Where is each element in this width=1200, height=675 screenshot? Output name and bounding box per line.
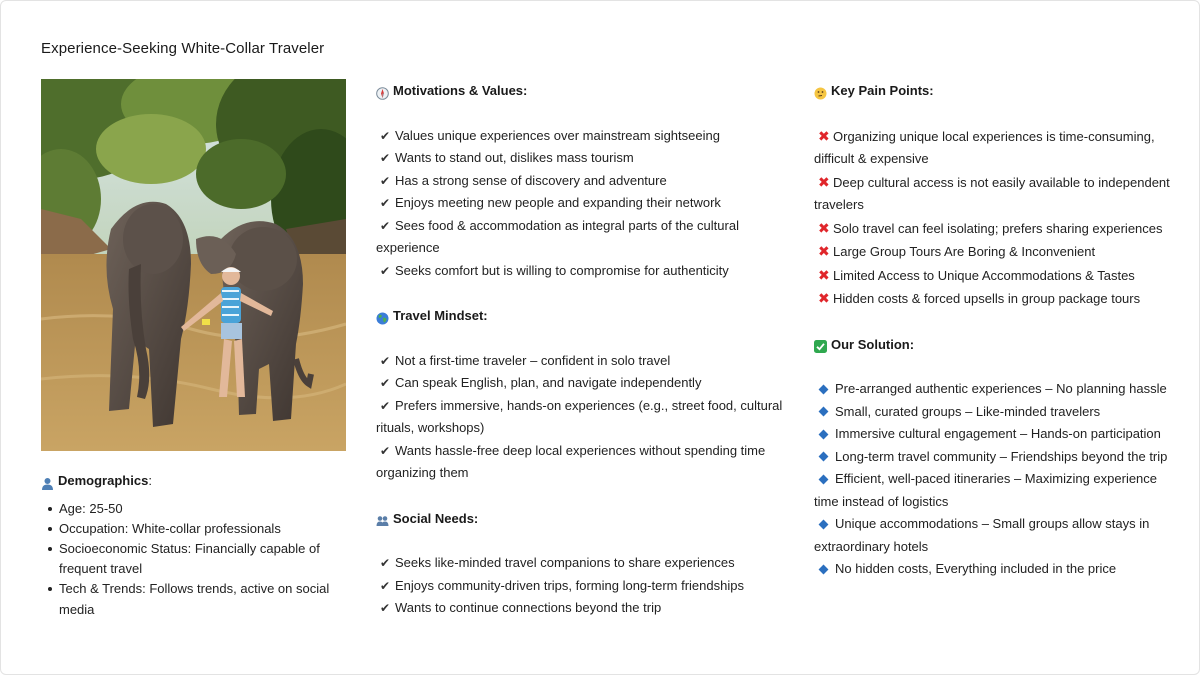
blue-diamond-icon <box>819 384 829 394</box>
list-item: Immersive cultural engagement – Hands-on participation <box>814 423 1179 446</box>
person-icon <box>41 475 54 488</box>
people-icon <box>376 512 389 525</box>
check-icon: ✔ <box>380 196 391 210</box>
list-item: ✖ Hidden costs & forced upsells in group package tours <box>814 287 1179 311</box>
blue-diamond-icon <box>819 407 829 417</box>
check-icon: ✔ <box>380 556 391 570</box>
cross-icon: ✖ <box>818 266 830 283</box>
pain-points-heading: Key Pain Points: <box>814 80 1179 103</box>
check-box-icon <box>814 338 827 351</box>
travel-mindset-heading: Travel Mindset: <box>376 305 801 328</box>
blue-diamond-icon <box>819 564 829 574</box>
check-icon: ✔ <box>380 151 391 165</box>
list-item: Long-term travel community – Friendships beyond the trip <box>814 446 1179 469</box>
social-needs-heading: Social Needs: <box>376 508 801 531</box>
list-item: ✔ Wants to continue connections beyond the trip <box>376 597 801 620</box>
cross-icon: ✖ <box>818 219 830 236</box>
cross-icon: ✖ <box>818 243 830 259</box>
blue-diamond-icon <box>819 452 829 462</box>
our-solution-heading: Our Solution: <box>814 334 1179 357</box>
thinking-face-icon <box>814 85 827 98</box>
middle-column <box>376 80 801 620</box>
list-item: ✔ Can speak English, plan, and navigate independently <box>376 372 801 395</box>
blue-diamond-icon <box>819 519 829 529</box>
list-item: ✖ Large Group Tours Are Boring & Inconvenient <box>814 240 1179 264</box>
list-item: ✔ Values unique experiences over mainstream sightseeing <box>376 125 801 148</box>
cross-icon: ✖ <box>818 290 830 306</box>
check-icon: ✔ <box>380 443 391 458</box>
list-item: Tech & Trends: Follows trends, active on social media <box>41 579 351 619</box>
demographics-list <box>41 499 351 620</box>
list-item: Unique accommodations – Small groups allow stays in extraordinary hotels <box>814 516 1150 554</box>
list-item: Pre-arranged authentic experiences – No planning hassle <box>814 378 1179 401</box>
blue-diamond-icon <box>819 474 829 484</box>
check-icon: ✔ <box>380 601 391 615</box>
list-item: ✔ Not a first-time traveler – confident in solo travel <box>376 350 801 373</box>
list-item: ✔ Enjoys meeting new people and expanding their network <box>376 192 801 215</box>
check-icon: ✔ <box>380 578 391 593</box>
list-item: Efficient, well-paced itineraries – Maximizing experience time instead of logistics <box>814 471 1158 509</box>
compass-icon <box>376 85 389 98</box>
list-item: ✔ Sees food & accommodation as integral parts of the cultural experience <box>376 215 801 260</box>
check-icon: ✔ <box>380 376 391 390</box>
list-item: ✔ Prefers immersive, hands-on experiences (e.g., street food, cultural rituals, workshops) <box>376 395 801 440</box>
check-icon: ✔ <box>380 353 391 368</box>
motivations-heading: Motivations & Values: <box>376 80 801 103</box>
check-icon: ✔ <box>380 218 391 233</box>
blue-diamond-icon <box>819 429 829 439</box>
list-item: ✔ Has a strong sense of discovery and adventure <box>376 170 801 193</box>
demographics-section <box>41 470 351 620</box>
cross-icon: ✖ <box>818 173 830 190</box>
traveler-elephants-photo <box>41 79 346 451</box>
list-item: ✔ Wants hassle-free deep local experiences without spending time organizing them <box>376 440 801 485</box>
list-item: ✔ Enjoys community-driven trips, forming long-term friendships <box>376 575 801 598</box>
list-item: No hidden costs, Everything included in the price <box>814 558 1179 581</box>
list-item: ✖ Organizing unique local experiences is time-consuming, difficult & expensive <box>814 125 1179 171</box>
demographics-heading: Demographics : <box>41 470 351 493</box>
cross-icon: ✖ <box>818 127 830 144</box>
list-item: Age: 25-50 <box>41 499 351 519</box>
check-icon: ✔ <box>380 173 391 188</box>
check-icon: ✔ <box>380 128 391 143</box>
list-item: ✔ Seeks comfort but is willing to compromise for authenticity <box>376 260 801 283</box>
check-icon: ✔ <box>380 398 391 413</box>
globe-icon <box>376 310 389 323</box>
list-item: ✔ Wants to stand out, dislikes mass tourism <box>376 147 801 170</box>
list-item: ✔ Seeks like-minded travel companions to share experiences <box>376 552 801 575</box>
list-item: ✖ Deep cultural access is not easily available to independent travelers <box>814 171 1179 217</box>
list-item: Small, curated groups – Like-minded travelers <box>814 401 1179 424</box>
list-item: Occupation: White-collar professionals <box>41 519 351 539</box>
page-title: Experience-Seeking White-Collar Traveler <box>41 40 325 57</box>
right-column <box>814 80 1179 581</box>
list-item: ✖ Solo travel can feel isolating; prefers sharing experiences <box>814 217 1179 241</box>
check-icon: ✔ <box>380 263 391 278</box>
list-item: ✖ Limited Access to Unique Accommodations & Tastes <box>814 264 1179 288</box>
list-item: Socioeconomic Status: Financially capable of frequent travel <box>41 539 351 579</box>
